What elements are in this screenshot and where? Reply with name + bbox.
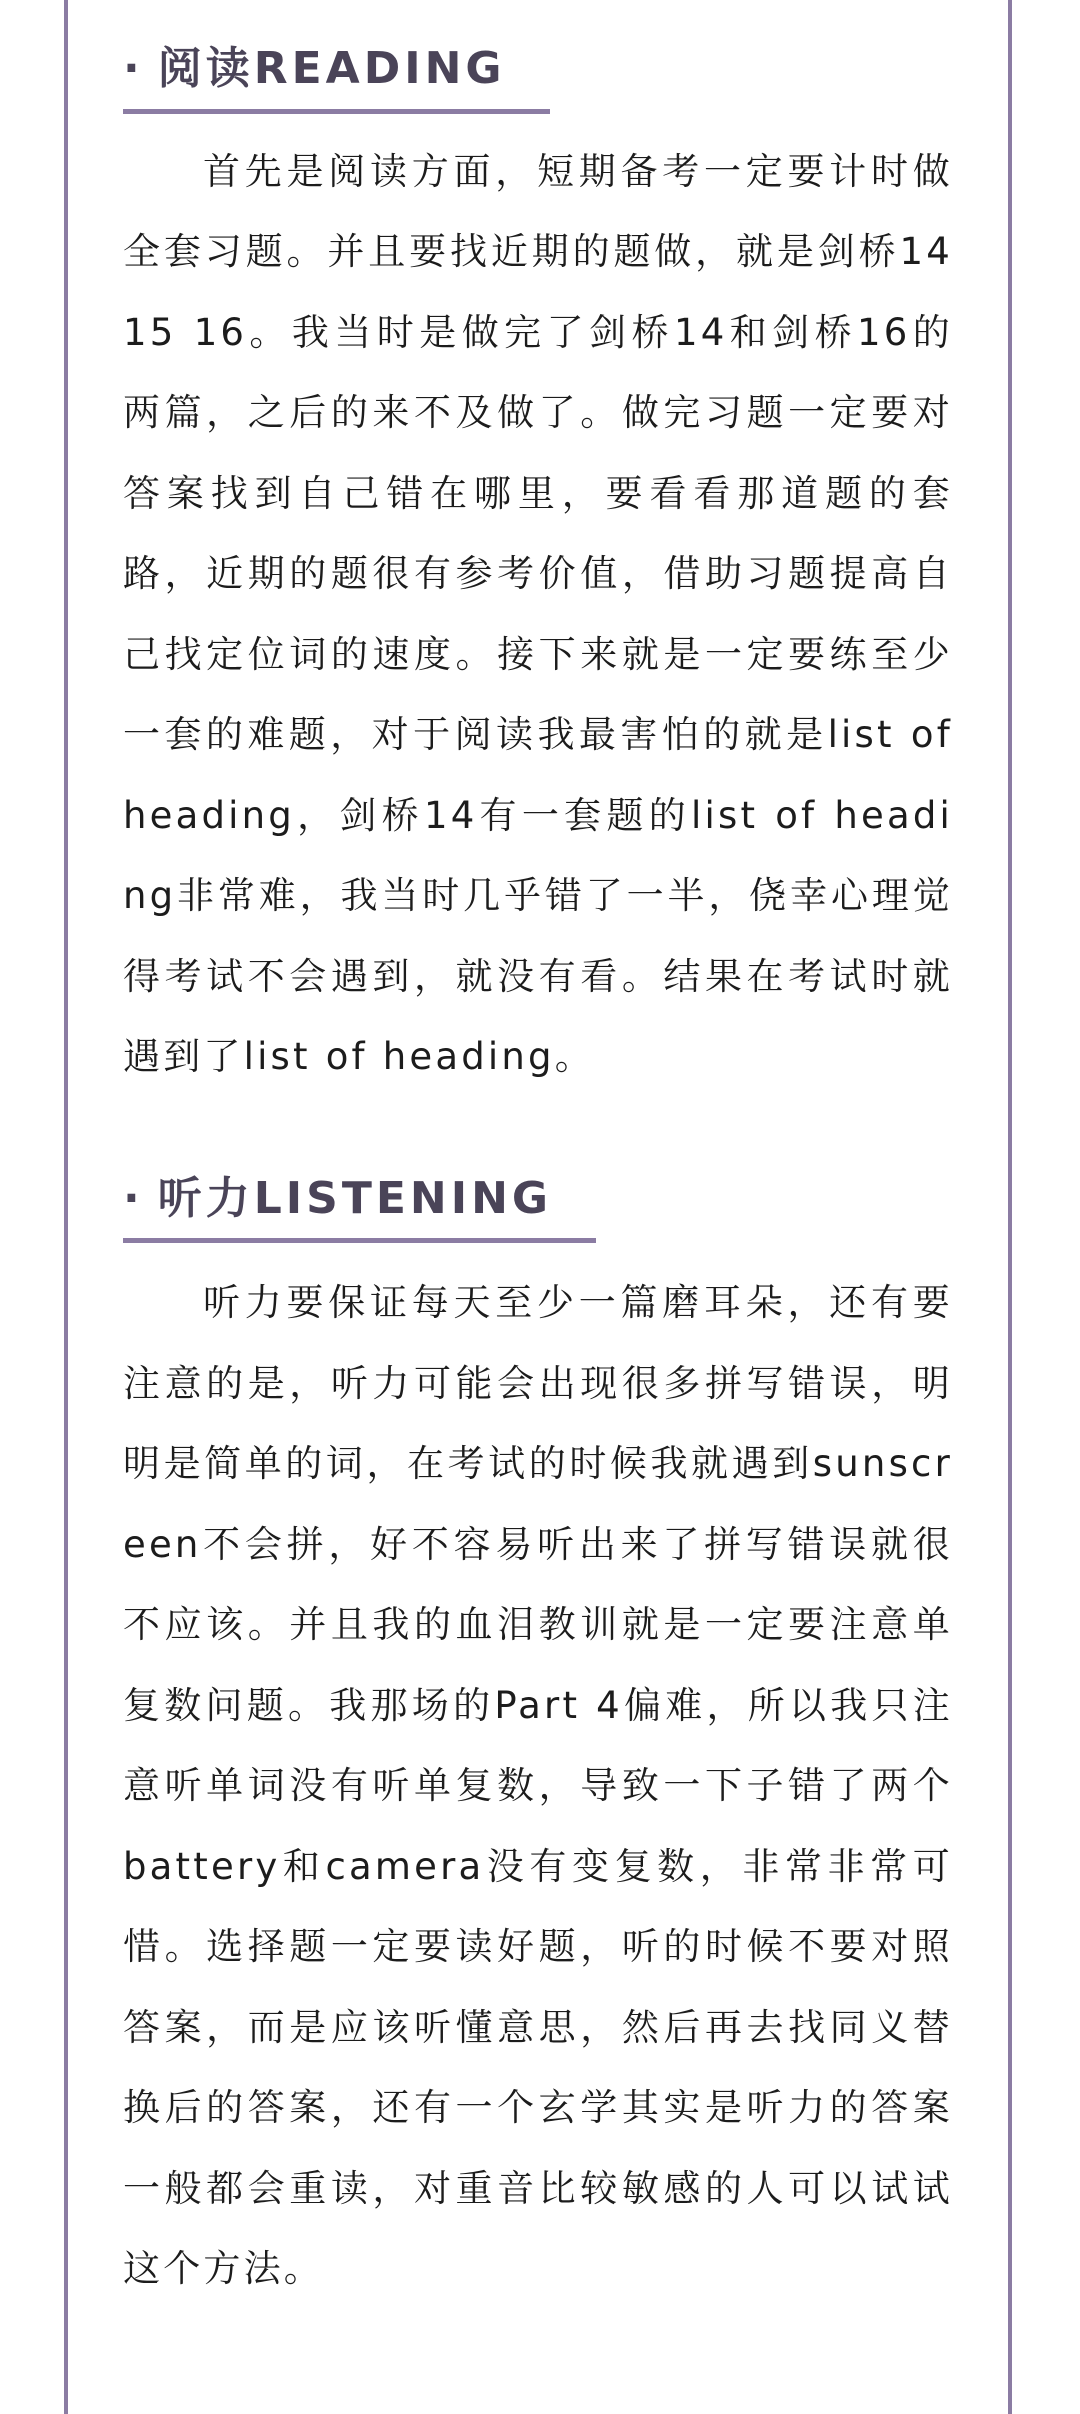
reading-heading-title: 阅读READING	[157, 43, 506, 94]
article-content	[123, 0, 953, 2310]
heading-bullet: ·	[123, 43, 144, 94]
listening-paragraph: 听力要保证每天至少一篇磨耳朵，还有要注意的是，听力可能会出现很多拼写错误，明明是简单的词，在考试的时候我就遇到sunscreen不会拼，好不容易听出来了拼写错误就很不应该。并且我的血泪教训就是一定要注意单复数问题。我那场的Part 4偏难，所以我只注意听单词没有听单复数，导致一下子错了两个battery和camera没有变复数，非常非常可惜。选择题一定要读好题，听的时候不要对照答案，而是应该听懂意思，然后再去找同义替换后的答案，还有一个玄学其实是听力的答案一般都会重读，对重音比较敏感的人可以试试这个方法。	[123, 1281, 953, 2291]
reading-section-heading	[123, 44, 550, 114]
listening-heading-title: 听力LISTENING	[157, 1172, 553, 1224]
reading-paragraph: 首先是阅读方面，短期备考一定要计时做全套习题。并且要找近期的题做，就是剑桥14 15 16。我当时是做完了剑桥14和剑桥16的两篇，之后的来不及做了。做完习题一定要对答案找到自己错在哪里，要看看那道题的套路，近期的题很有参考价值，借助习题提高自己找定位词的速度。接下来就是一定要练至少一套的难题，对于阅读我最害怕的就是list of heading，剑桥14有一套题的list of heading非常难，我当时几乎错了一半，侥幸心理觉得考试不会遇到，就没有看。结果在考试时就遇到了list of heading。	[123, 149, 953, 1079]
heading-bullet: ·	[123, 1172, 144, 1224]
listening-section-heading	[123, 1174, 596, 1244]
